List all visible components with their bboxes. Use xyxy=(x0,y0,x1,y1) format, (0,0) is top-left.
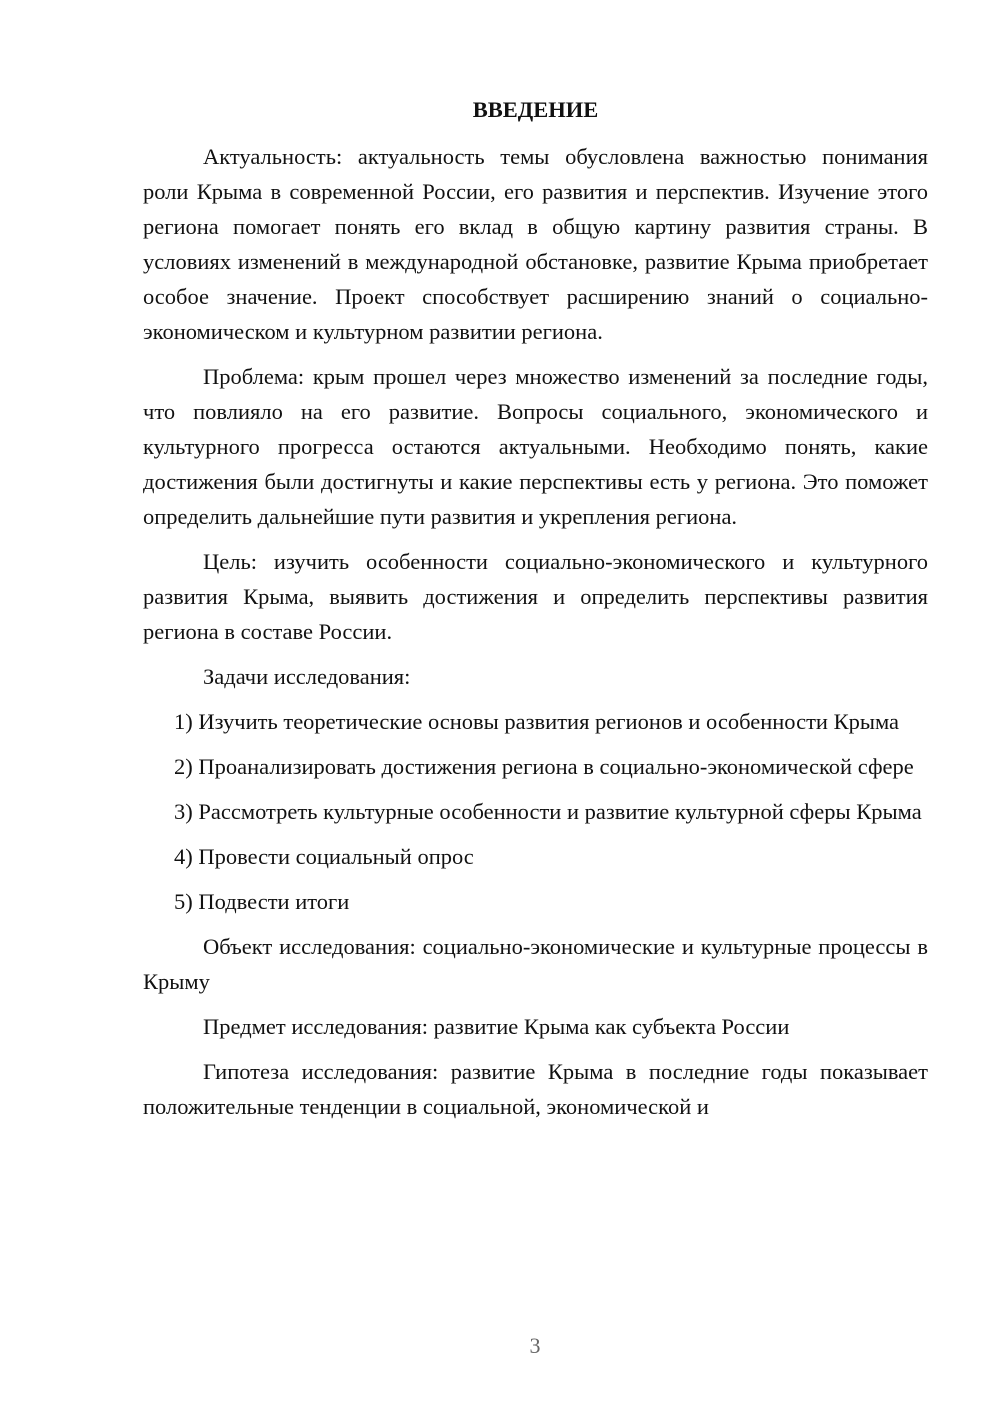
tasks-heading: Задачи исследования: xyxy=(203,664,411,689)
section-title: ВВЕДЕНИЕ xyxy=(472,97,599,122)
paragraph-hypothesis: Гипотеза исследования: развитие Крыма в последние годы показывает положительные тенденции в социальной, экономической и xyxy=(143,1059,928,1119)
task-item-4: 4) Провести социальный опрос xyxy=(174,844,474,869)
paragraph-goal: Цель: изучить особенности социально-экономического и культурного развития Крыма, выявить достижения и определить перспективы развития региона в составе России. xyxy=(143,549,928,644)
paragraph-problem: Проблема: крым прошел через множество изменений за последние годы, что повлияло на его развитие. Вопросы социального, экономического и культурного прогресса остаются актуальными. Необходимо понять, какие достижения были достигнуты и какие перспективы есть у региона. Это поможет определить дальнейшие пути развития и укрепления региона. xyxy=(143,364,928,529)
task-item-3: 3) Рассмотреть культурные особенности и развитие культурной сферы Крыма xyxy=(174,799,922,824)
task-item-5: 5) Подвести итоги xyxy=(174,889,350,914)
page-number: 3 xyxy=(529,1333,541,1358)
page-content xyxy=(143,90,928,1134)
paragraph-subject: Предмет исследования: развитие Крыма как субъекта России xyxy=(203,1014,790,1039)
paragraph-relevance: Актуальность: актуальность темы обусловлена важностью понимания роли Крыма в современной России, его развития и перспектив. Изучение этого региона помогает понять его вклад в общую картину развития страны. В условиях изменений в международной обстановке, развитие Крыма приобретает особое значение. Проект способствует расширению знаний о социально-экономическом и культурном развитии региона. xyxy=(143,144,928,344)
task-item-1: 1) Изучить теоретические основы развития регионов и особенности Крыма xyxy=(174,709,900,734)
task-item-2: 2) Проанализировать достижения региона в социально-экономической сфере xyxy=(174,754,914,779)
paragraph-object: Объект исследования: социально-экономические и культурные процессы в Крыму xyxy=(143,934,928,994)
